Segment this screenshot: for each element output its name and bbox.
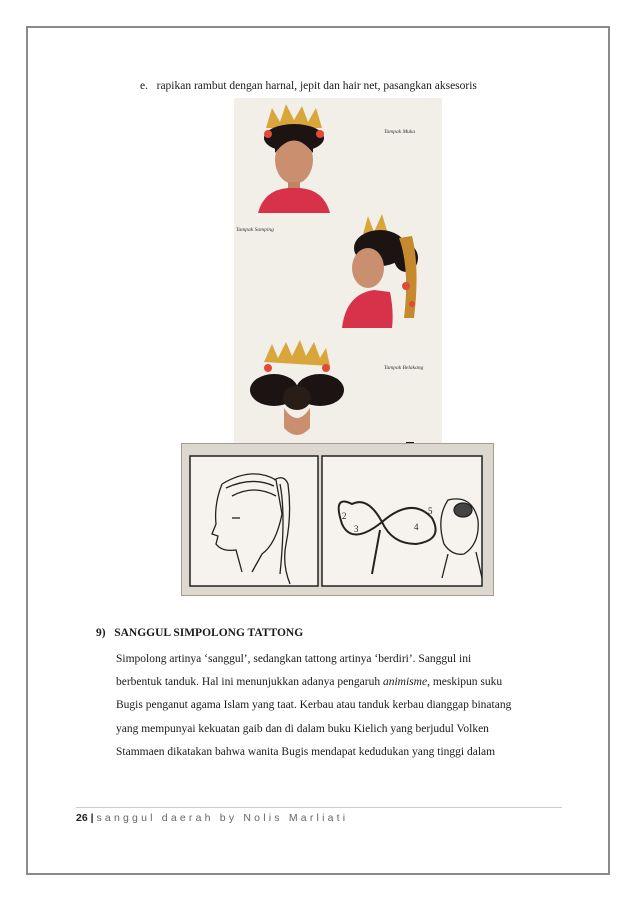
hairstyle-photos-illustration bbox=[234, 98, 442, 445]
section-title: SANGGUL SIMPOLONG TATTONG bbox=[114, 627, 304, 639]
svg-text:5: 5 bbox=[428, 506, 433, 516]
front-view-photo bbox=[258, 104, 330, 213]
section-number: 9) bbox=[96, 627, 106, 639]
paragraph-line-5: Stammaen dikatakan bahwa wanita Bugis mendapat kedudukan yang tinggi dalam bbox=[116, 745, 496, 758]
paragraph-line-2 bbox=[116, 671, 562, 694]
caption-back-view: Tampak Belakang bbox=[384, 365, 424, 371]
back-view-photo bbox=[250, 340, 414, 445]
svg-text:4: 4 bbox=[414, 522, 419, 532]
footer-running-title: sanggul daerah by Nolis Marliati bbox=[96, 812, 349, 824]
footer-rule bbox=[76, 807, 562, 808]
page-footer bbox=[76, 812, 348, 824]
paragraph-line-1: Simpolong artinya ‘sanggul’, sedangkan tattong artinya ‘berdiri’. Sanggul ini bbox=[116, 653, 472, 665]
hair-sketch-plate bbox=[181, 443, 494, 596]
svg-text:2: 2 bbox=[342, 511, 347, 521]
caption-side-view: Tampak Samping bbox=[236, 227, 274, 233]
paragraph-line-2b: , meskipun suku bbox=[427, 676, 503, 689]
svg-text:3: 3 bbox=[354, 524, 359, 534]
section-heading bbox=[96, 627, 303, 639]
step-e-line bbox=[140, 80, 477, 92]
section-paragraph bbox=[116, 648, 562, 764]
paragraph-line-3: Bugis penganut agama Islam yang taat. Kerbau atau tanduk kerbau dianggap binatang bbox=[116, 699, 512, 712]
paragraph-emphasis-animisme: animisme bbox=[382, 676, 428, 689]
page-number: 26 bbox=[76, 812, 88, 824]
footer-separator: | bbox=[90, 812, 94, 824]
step-text: rapikan rambut dengan harnal, jepit dan hair net, pasangkan aksesoris bbox=[156, 80, 477, 92]
step-marker: e. bbox=[140, 80, 148, 92]
paragraph-line-4: yang mempunyai kekuatan gaib dan di dalam buku Kielich yang berjudul Volken bbox=[116, 722, 489, 735]
side-view-photo bbox=[342, 214, 418, 328]
hair-sketch-illustration bbox=[182, 444, 493, 595]
caption-front-view: Tampak Muka bbox=[384, 129, 416, 135]
paragraph-line-2a: berbentuk tanduk. Hal ini menunjukkan adanya pengaruh bbox=[116, 676, 383, 689]
hairstyle-photo-plate bbox=[234, 98, 442, 445]
